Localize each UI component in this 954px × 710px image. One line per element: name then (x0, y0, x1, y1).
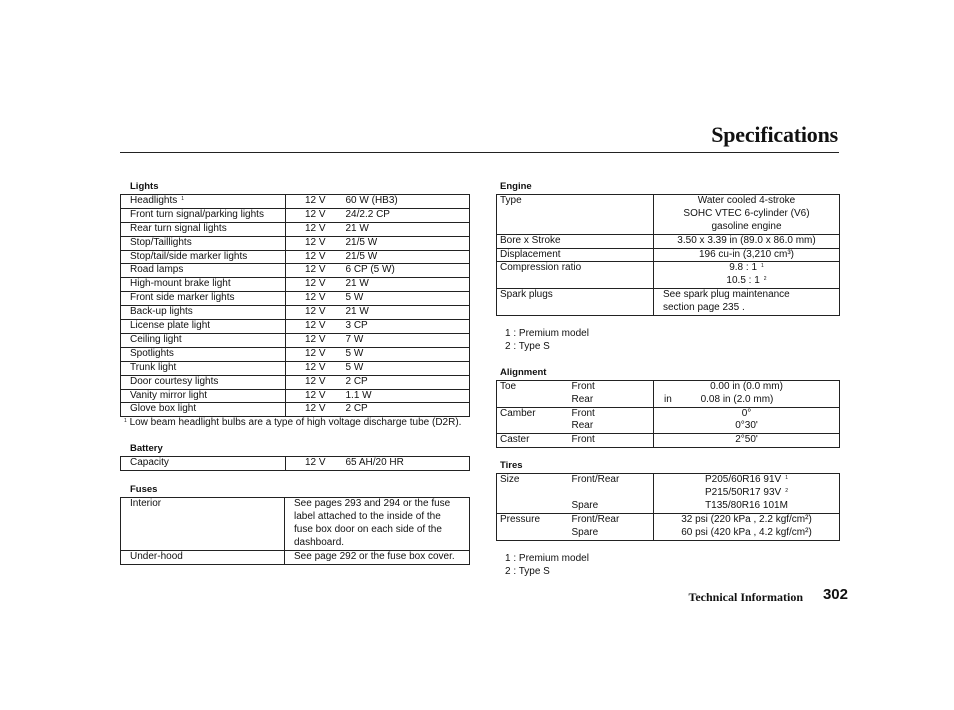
alignment-table (496, 380, 840, 449)
caster-label: Caster (500, 434, 530, 446)
camber-rear-label: Rear (569, 420, 654, 433)
displacement-label: Displacement (497, 248, 654, 262)
engine-note: 2 : Type S (505, 340, 550, 352)
light-name: Stop/tail/side marker lights (121, 250, 286, 264)
table-row (121, 361, 470, 375)
light-rating: 5 W (326, 292, 470, 306)
pressure-value: 32 psi (220 kPa , 2.2 kgf/cm²) (654, 513, 840, 526)
engine-heading: Engine (500, 181, 532, 192)
tires-note: 1 : Premium model (505, 552, 589, 564)
right-column (496, 181, 840, 579)
tires-note: 2 : Type S (505, 565, 550, 577)
toe-front-label: Front (571, 380, 595, 392)
alignment-heading: Alignment (500, 366, 547, 378)
footnote-text: Low beam headlight bulbs are a type of high voltage discharge tube (D2R). (129, 417, 462, 429)
engine-type-line: Water cooled 4-stroke (697, 194, 796, 206)
pressure-position: Front/Rear (571, 513, 620, 525)
fuse-interior-desc: See pages 293 and 294 or the fuse label attached to the inside of the fuse box door on each side of the dashboard. (285, 497, 470, 550)
compression-type-s: 10.5 : 1 $^2$ (726, 275, 767, 287)
light-rating: 7 W (326, 333, 470, 347)
fuse-interior-label: Interior (121, 497, 285, 550)
camber-front-value: 0° (654, 407, 840, 420)
light-name: Front side marker lights (121, 292, 286, 306)
engine-type-label: Type (497, 194, 654, 234)
table-row (121, 194, 470, 208)
left-column (120, 181, 470, 565)
light-name: Spotlights (121, 347, 286, 361)
fuse-underhood-desc: See page 292 or the fuse box cover. (285, 550, 470, 564)
light-voltage: 12 V (286, 403, 326, 417)
engine-type-line: gasoline engine (711, 220, 782, 232)
compression-value (654, 262, 840, 289)
light-name: License plate light (121, 320, 286, 334)
light-name: Headlights $^1$ (121, 194, 286, 208)
table-row (497, 394, 840, 407)
table-row (121, 497, 470, 550)
camber-label: Camber (500, 407, 536, 419)
light-rating: 24/2.2 CP (326, 208, 470, 222)
table-row (121, 236, 470, 250)
table-row (121, 264, 470, 278)
light-voltage: 12 V (286, 361, 326, 375)
tire-size-premium: P205/60R16 91V $^1$ (705, 474, 788, 486)
light-rating: 21 W (326, 278, 470, 292)
table-row (121, 389, 470, 403)
table-row (121, 375, 470, 389)
toe-rear-unit: in (664, 393, 672, 405)
bore-label: Bore x Stroke (497, 234, 654, 248)
light-name: Door courtesy lights (121, 375, 286, 389)
table-row (121, 403, 470, 417)
engine-table (496, 194, 840, 316)
tires-heading: Tires (500, 460, 523, 472)
table-row (497, 420, 840, 433)
light-name: Vanity mirror light (121, 389, 286, 403)
light-voltage: 12 V (286, 222, 326, 236)
table-row (497, 434, 840, 448)
light-voltage: 12 V (286, 389, 326, 403)
light-voltage: 12 V (286, 375, 326, 389)
light-voltage: 12 V (286, 278, 326, 292)
lights-footnote (120, 417, 470, 430)
table-row (121, 550, 470, 564)
spark-plugs-value: See spark plug maintenance section page 235 . (654, 289, 840, 316)
light-name: Front turn signal/parking lights (121, 208, 286, 222)
table-row (497, 234, 840, 248)
table-row (497, 527, 840, 540)
bore-value: 3.50 x 3.39 in (89.0 x 86.0 mm) (654, 234, 840, 248)
pressure-label: Pressure (500, 513, 541, 525)
engine-type-value (654, 194, 840, 234)
camber-rear-value: 0°30' (654, 420, 840, 433)
light-name: Back-up lights (121, 306, 286, 320)
light-name: Rear turn signal lights (121, 222, 286, 236)
page-title: Specifications (711, 122, 838, 147)
light-name: Glove box light (130, 403, 197, 415)
caster-front-label: Front (571, 434, 595, 446)
toe-rear-value (654, 394, 840, 407)
table-row (497, 289, 840, 316)
light-voltage: 12 V (286, 292, 326, 306)
fuse-underhood-label: Under-hood (130, 550, 183, 562)
title-divider (120, 152, 839, 153)
light-rating: 6 CP (5 W) (326, 264, 470, 278)
headlight-footnote-mark: 1 (181, 195, 185, 202)
light-name: Trunk light (121, 361, 286, 375)
pressure-spare-label: Spare (571, 526, 599, 538)
compression-label: Compression ratio (497, 262, 654, 289)
table-row (121, 457, 470, 471)
light-rating: 60 W (HB3) (326, 194, 470, 208)
engine-type-line: SOHC VTEC 6-cylinder (V6) (683, 207, 810, 219)
footnote-mark: 1 (124, 418, 127, 425)
engine-note: 1 : Premium model (505, 328, 589, 340)
table-row (121, 347, 470, 361)
light-rating: 1.1 W (326, 389, 470, 403)
table-row (121, 320, 470, 334)
battery-rating: 65 AH/20 HR (345, 457, 404, 469)
light-name: High-mount brake light (121, 278, 286, 292)
battery-table (120, 456, 470, 471)
light-rating: 2 CP (345, 403, 368, 415)
light-rating: 5 W (326, 347, 470, 361)
tire-size-type-s: P215/50R17 93V $^2$ (705, 487, 788, 499)
fuses-heading: Fuses (130, 484, 158, 496)
light-rating: 21 W (326, 306, 470, 320)
table-row (497, 407, 840, 420)
tire-size-values (654, 474, 840, 500)
table-row (497, 513, 840, 526)
table-row (121, 222, 470, 236)
light-rating: 3 CP (326, 320, 470, 334)
table-row (121, 333, 470, 347)
displacement-value: 196 cu-in (3,210 cm³) (654, 248, 840, 262)
table-row (497, 474, 840, 500)
light-rating: 21/5 W (326, 250, 470, 264)
battery-volt: 12 V (286, 457, 326, 471)
light-voltage: 12 V (286, 333, 326, 347)
section-label: Technical Information (688, 590, 803, 604)
light-rating: 2 CP (326, 375, 470, 389)
table-row (121, 278, 470, 292)
light-voltage: 12 V (286, 347, 326, 361)
spark-plugs-label: Spark plugs (500, 289, 553, 301)
light-name: Road lamps (121, 264, 286, 278)
light-voltage: 12 V (286, 250, 326, 264)
lights-heading: Lights (130, 181, 159, 192)
light-voltage: 12 V (286, 208, 326, 222)
pressure-spare-value: 60 psi (420 kPa , 4.2 kgf/cm²) (654, 527, 840, 540)
page-number: 302 (822, 586, 848, 603)
light-rating: 21 W (326, 222, 470, 236)
lights-table (120, 194, 470, 418)
table-row (497, 262, 840, 289)
tires-table (496, 473, 840, 541)
battery-heading: Battery (130, 443, 163, 455)
toe-rear-measure: 0.08 in (2.0 mm) (700, 393, 774, 405)
tire-size-label: Size (500, 474, 520, 486)
light-voltage: 12 V (286, 306, 326, 320)
light-voltage: 12 V (286, 320, 326, 334)
light-voltage: 12 V (286, 236, 326, 250)
light-name: Ceiling light (121, 333, 286, 347)
table-row (121, 306, 470, 320)
fuses-table (120, 497, 470, 565)
battery-label: Capacity (130, 457, 169, 469)
tire-size-position: Front/Rear (571, 474, 620, 486)
caster-front-value: 2°50' (654, 434, 840, 448)
table-row (121, 292, 470, 306)
light-name: Stop/Taillights (121, 236, 286, 250)
camber-front-label: Front (571, 407, 595, 419)
tire-spare-label: Spare (569, 500, 654, 513)
toe-front-value: 0.00 in (0.0 mm) (654, 380, 840, 393)
table-row (497, 248, 840, 262)
compression-premium: 9.8 : 1 $^1$ (729, 262, 764, 274)
table-row (121, 208, 470, 222)
toe-rear-label: Rear (569, 394, 654, 407)
table-row (497, 500, 840, 513)
toe-label: Toe (500, 380, 517, 392)
light-rating: 5 W (326, 361, 470, 375)
table-row (121, 250, 470, 264)
tire-spare-value: T135/80R16 101M (654, 500, 840, 513)
table-row (497, 194, 840, 234)
table-row (497, 380, 840, 393)
light-voltage: 12 V (286, 264, 326, 278)
light-rating: 21/5 W (326, 236, 470, 250)
light-voltage: 12 V (286, 194, 326, 208)
